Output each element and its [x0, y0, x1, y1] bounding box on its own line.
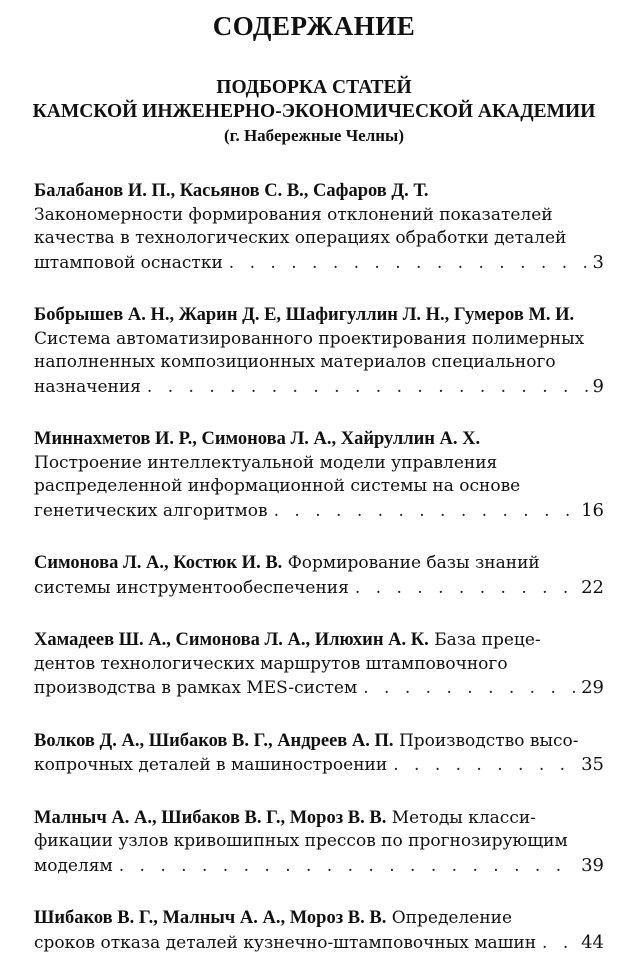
entry-authors: Волков Д. А., Шибаков В. Г., Андреев А. П. — [34, 731, 394, 751]
entry-title-inline: Определение — [392, 908, 512, 928]
leader-dots — [393, 754, 577, 778]
entry-title-line: качества в технологических операциях обработки деталей — [34, 227, 604, 251]
entry-title-line: наполненных композиционных материалов специального — [34, 351, 604, 375]
entry-title-line: назначения — [34, 376, 141, 400]
entry-title-line: штамповой оснастки — [34, 252, 223, 276]
entry-page-number: 9 — [593, 375, 604, 399]
toc-entry[interactable] — [34, 180, 604, 275]
entry-page-number: 35 — [581, 753, 604, 777]
entry-authors: Миннахметов И. Р., Симонова Л. А., Хайруллин А. Х. — [34, 429, 480, 449]
toc-entry[interactable] — [34, 730, 604, 778]
entry-title-line: Построение интеллектуальной модели управления — [34, 452, 604, 476]
entry-title-line: системы инструментообеспечения — [34, 577, 349, 601]
section-heading — [0, 76, 628, 148]
toc-entry[interactable] — [34, 907, 604, 955]
entry-title-line: Система автоматизированного проектирования полимерных — [34, 328, 604, 352]
toc-entry[interactable] — [34, 807, 604, 879]
leader-dots — [119, 855, 577, 879]
entry-title-line: Закономерности формирования отклонений показателей — [34, 204, 604, 228]
toc-entry[interactable] — [34, 552, 604, 600]
toc-entry[interactable] — [34, 428, 604, 523]
entry-page-number: 22 — [581, 576, 604, 600]
leader-dots — [274, 500, 578, 524]
leader-dots — [363, 677, 577, 701]
leader-dots — [542, 932, 577, 955]
entry-title-line: дентов технологических маршрутов штамповочного — [34, 653, 604, 677]
entry-page-number: 16 — [581, 499, 604, 523]
entry-title-line: моделям — [34, 855, 113, 879]
entry-title-inline: Формирование базы знаний — [288, 553, 540, 573]
page-title: СОДЕРЖАНИЕ — [0, 10, 628, 42]
entry-authors: Шибаков В. Г., Малныч А. А., Мороз В. В. — [34, 908, 386, 928]
entry-authors: Балабанов И. П., Касьянов С. В., Сафаров Д. Т. — [34, 181, 429, 201]
entry-title-inline: База преце- — [434, 630, 540, 650]
entry-page-number: 44 — [581, 931, 604, 955]
leader-dots — [147, 376, 589, 400]
section-heading-line-2: КАМСКОЙ ИНЖЕНЕРНО-ЭКОНОМИЧЕСКОЙ АКАДЕМИИ — [0, 100, 628, 124]
entry-title-line: генетических алгоритмов — [34, 500, 268, 524]
entry-title-line: копрочных деталей в машиностроении — [34, 754, 387, 778]
section-heading-line-3: (г. Набережные Челны) — [0, 124, 628, 148]
entry-page-number: 39 — [581, 854, 604, 878]
entry-authors: Симонова Л. А., Костюк И. В. — [34, 553, 282, 573]
entry-title-line: производства в рамках MES-систем — [34, 677, 357, 701]
entry-title-line: фикации узлов кривошипных прессов по прогнозирующим — [34, 830, 604, 854]
toc-entry[interactable] — [34, 629, 604, 701]
entry-authors: Бобрышев А. Н., Жарин Д. Е, Шафигуллин Л. Н., Гумеров М. И. — [34, 305, 574, 325]
section-heading-line-1: ПОДБОРКА СТАТЕЙ — [0, 76, 628, 100]
entry-title-inline: Методы класси- — [392, 808, 536, 828]
toc-entries — [34, 180, 604, 955]
entry-page-number: 3 — [593, 251, 604, 275]
toc-entry[interactable] — [34, 304, 604, 399]
entry-authors: Хамадеев Ш. А., Симонова Л. А., Илюхин А. К. — [34, 630, 429, 650]
entry-title-line: распределенной информационной системы на основе — [34, 475, 604, 499]
leader-dots — [229, 252, 589, 276]
entry-authors: Малныч А. А., Шибаков В. Г., Мороз В. В. — [34, 808, 386, 828]
leader-dots — [355, 577, 577, 601]
entry-page-number: 29 — [581, 676, 604, 700]
entry-title-line: сроков отказа деталей кузнечно-штамповочных машин — [34, 932, 536, 955]
entry-title-inline: Производство высо- — [399, 731, 579, 751]
